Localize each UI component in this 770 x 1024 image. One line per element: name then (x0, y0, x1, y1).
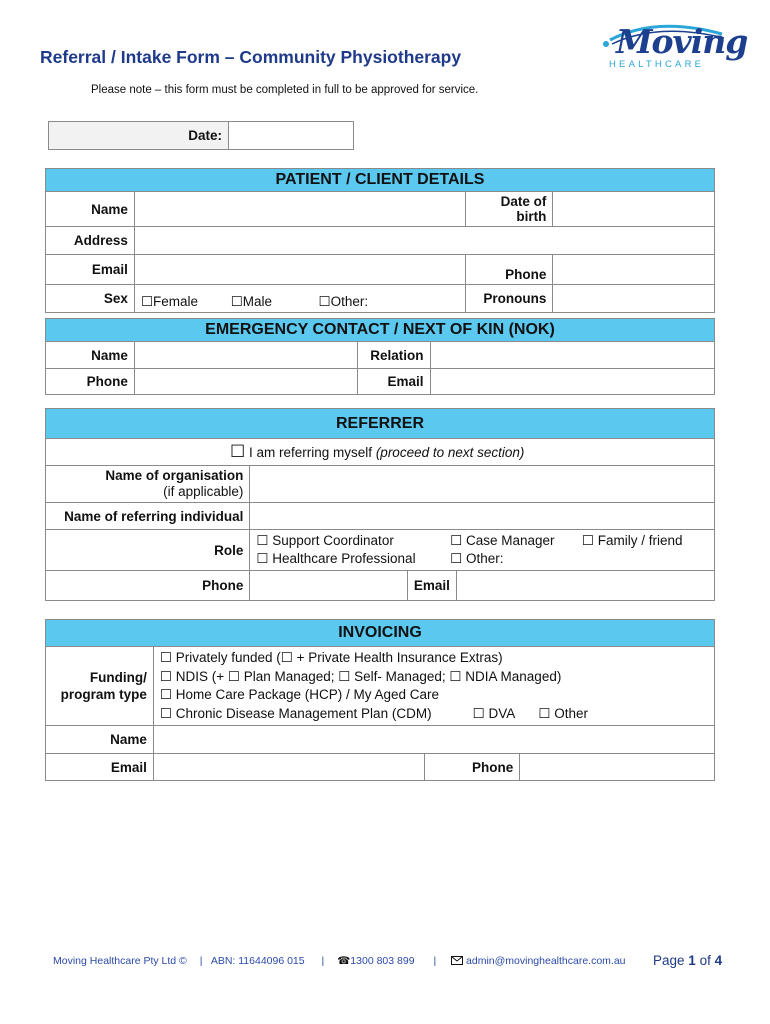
logo-wordmark: Moving (616, 22, 748, 61)
organisation-label (46, 466, 250, 503)
patient-phone-field[interactable] (553, 255, 715, 285)
footer-separator: | (433, 955, 437, 967)
page-current: 1 (688, 953, 696, 968)
funding-dva[interactable]: ☐ DVA (472, 705, 516, 721)
invoicing-section-heading: INVOICING (46, 620, 715, 647)
dob-label: Date of birth (466, 192, 553, 227)
organisation-label-sub: (if applicable) (163, 484, 244, 499)
nok-email-label: Email (357, 369, 430, 395)
page-number (653, 953, 722, 968)
footer-company: Moving Healthcare Pty Ltd © (53, 955, 187, 967)
referrer-email-label: Email (407, 571, 456, 601)
invoice-phone-field[interactable] (520, 754, 715, 781)
invoice-phone-label: Phone (425, 754, 520, 781)
footer-phone: 1300 803 899 (350, 955, 415, 967)
referrer-email-field[interactable] (456, 571, 714, 601)
referrer-section-heading: REFERRER (46, 409, 715, 439)
footer (53, 955, 630, 967)
nok-phone-field[interactable] (134, 369, 357, 395)
funding-hcp[interactable]: ☐ Home Care Package (HCP) / My Aged Care (159, 687, 440, 702)
page-of: of (699, 953, 711, 968)
footer-email[interactable]: admin@movinghealthcare.com.au (466, 955, 626, 967)
footer-separator: | (321, 955, 325, 967)
envelope-icon (451, 956, 463, 965)
sex-female-checkbox[interactable]: ☐Female (140, 294, 199, 309)
referrer-phone-field[interactable] (250, 571, 407, 601)
funding-label-line1: Funding/ (89, 670, 147, 685)
role-other[interactable]: ☐ Other: (450, 551, 504, 566)
nok-name-field[interactable] (134, 342, 357, 369)
patient-email-field[interactable] (134, 255, 465, 285)
role-options (250, 530, 715, 571)
invoice-name-field[interactable] (153, 726, 714, 754)
self-referral-checkbox[interactable]: ☐ (230, 442, 246, 461)
funding-cdm[interactable]: ☐ Chronic Disease Management Plan (CDM) (159, 705, 432, 721)
nok-email-field[interactable] (430, 369, 715, 395)
nok-name-label: Name (46, 342, 135, 369)
patient-details-table (45, 168, 715, 313)
patient-email-label: Email (46, 255, 135, 285)
role-case-manager[interactable]: ☐ Case Manager (450, 533, 555, 548)
nok-relation-label: Relation (357, 342, 430, 369)
sex-label: Sex (46, 285, 135, 313)
nok-relation-field[interactable] (430, 342, 715, 369)
funding-ndis[interactable]: ☐ NDIS (+ ☐ Plan Managed; ☐ Self- Managed; ☐ NDIA Managed) (159, 668, 562, 684)
date-label: Date: (49, 122, 229, 150)
funding-label (46, 647, 154, 726)
invoice-email-field[interactable] (153, 754, 425, 781)
address-label: Address (46, 227, 135, 255)
organisation-label-main: Name of organisation (105, 468, 244, 483)
address-field[interactable] (134, 227, 714, 255)
funding-private[interactable]: ☐ Privately funded (☐ + Private Health Insurance Extras) (159, 650, 503, 665)
footer-separator: | (199, 955, 203, 967)
patient-section-heading: PATIENT / CLIENT DETAILS (46, 169, 715, 192)
role-label: Role (46, 530, 250, 571)
self-referral-note: (proceed to next section) (375, 445, 525, 460)
invoice-name-label: Name (46, 726, 154, 754)
funding-label-line2: program type (60, 687, 147, 702)
emergency-contact-table (45, 318, 715, 395)
role-family-friend[interactable]: ☐ Family / friend (581, 533, 683, 548)
moving-healthcare-logo (596, 18, 748, 74)
patient-name-field[interactable] (134, 192, 465, 227)
patient-phone-label: Phone (466, 255, 553, 285)
role-support-coordinator[interactable]: ☐ Support Coordinator (256, 533, 394, 548)
referrer-phone-label: Phone (46, 571, 250, 601)
patient-name-label: Name (46, 192, 135, 227)
dob-field[interactable] (553, 192, 715, 227)
form-note: Please note – this form must be completed in full to be approved for service. (91, 84, 479, 96)
nok-phone-label: Phone (46, 369, 135, 395)
logo-subtitle: HEALTHCARE (609, 59, 705, 70)
organisation-field[interactable] (250, 466, 715, 503)
sex-options (134, 285, 465, 313)
self-referral-row (46, 439, 715, 466)
invoicing-table (45, 619, 715, 781)
funding-options (153, 647, 714, 726)
sex-other-checkbox[interactable]: ☐Other: (318, 294, 369, 309)
self-referral-text: I am referring myself (249, 445, 373, 460)
pronouns-field[interactable] (553, 285, 715, 313)
role-healthcare-professional[interactable]: ☐ Healthcare Professional (256, 551, 416, 566)
emergency-section-heading: EMERGENCY CONTACT / NEXT OF KIN (NOK) (46, 319, 715, 342)
page-total: 4 (714, 953, 723, 968)
referring-individual-field[interactable] (250, 503, 715, 530)
date-table (48, 121, 354, 150)
funding-other[interactable]: ☐ Other (538, 705, 589, 721)
form-title: Referral / Intake Form – Community Physiotherapy (40, 47, 462, 67)
referrer-table (45, 408, 715, 601)
footer-abn: ABN: 11644096 015 (210, 955, 305, 967)
invoice-email-label: Email (46, 754, 154, 781)
pronouns-label: Pronouns (466, 285, 553, 313)
phone-icon: ☎ (337, 955, 351, 967)
page-prefix: Page (653, 953, 685, 968)
date-field[interactable] (229, 122, 354, 150)
referring-individual-label: Name of referring individual (46, 503, 250, 530)
sex-male-checkbox[interactable]: ☐Male (230, 294, 273, 309)
